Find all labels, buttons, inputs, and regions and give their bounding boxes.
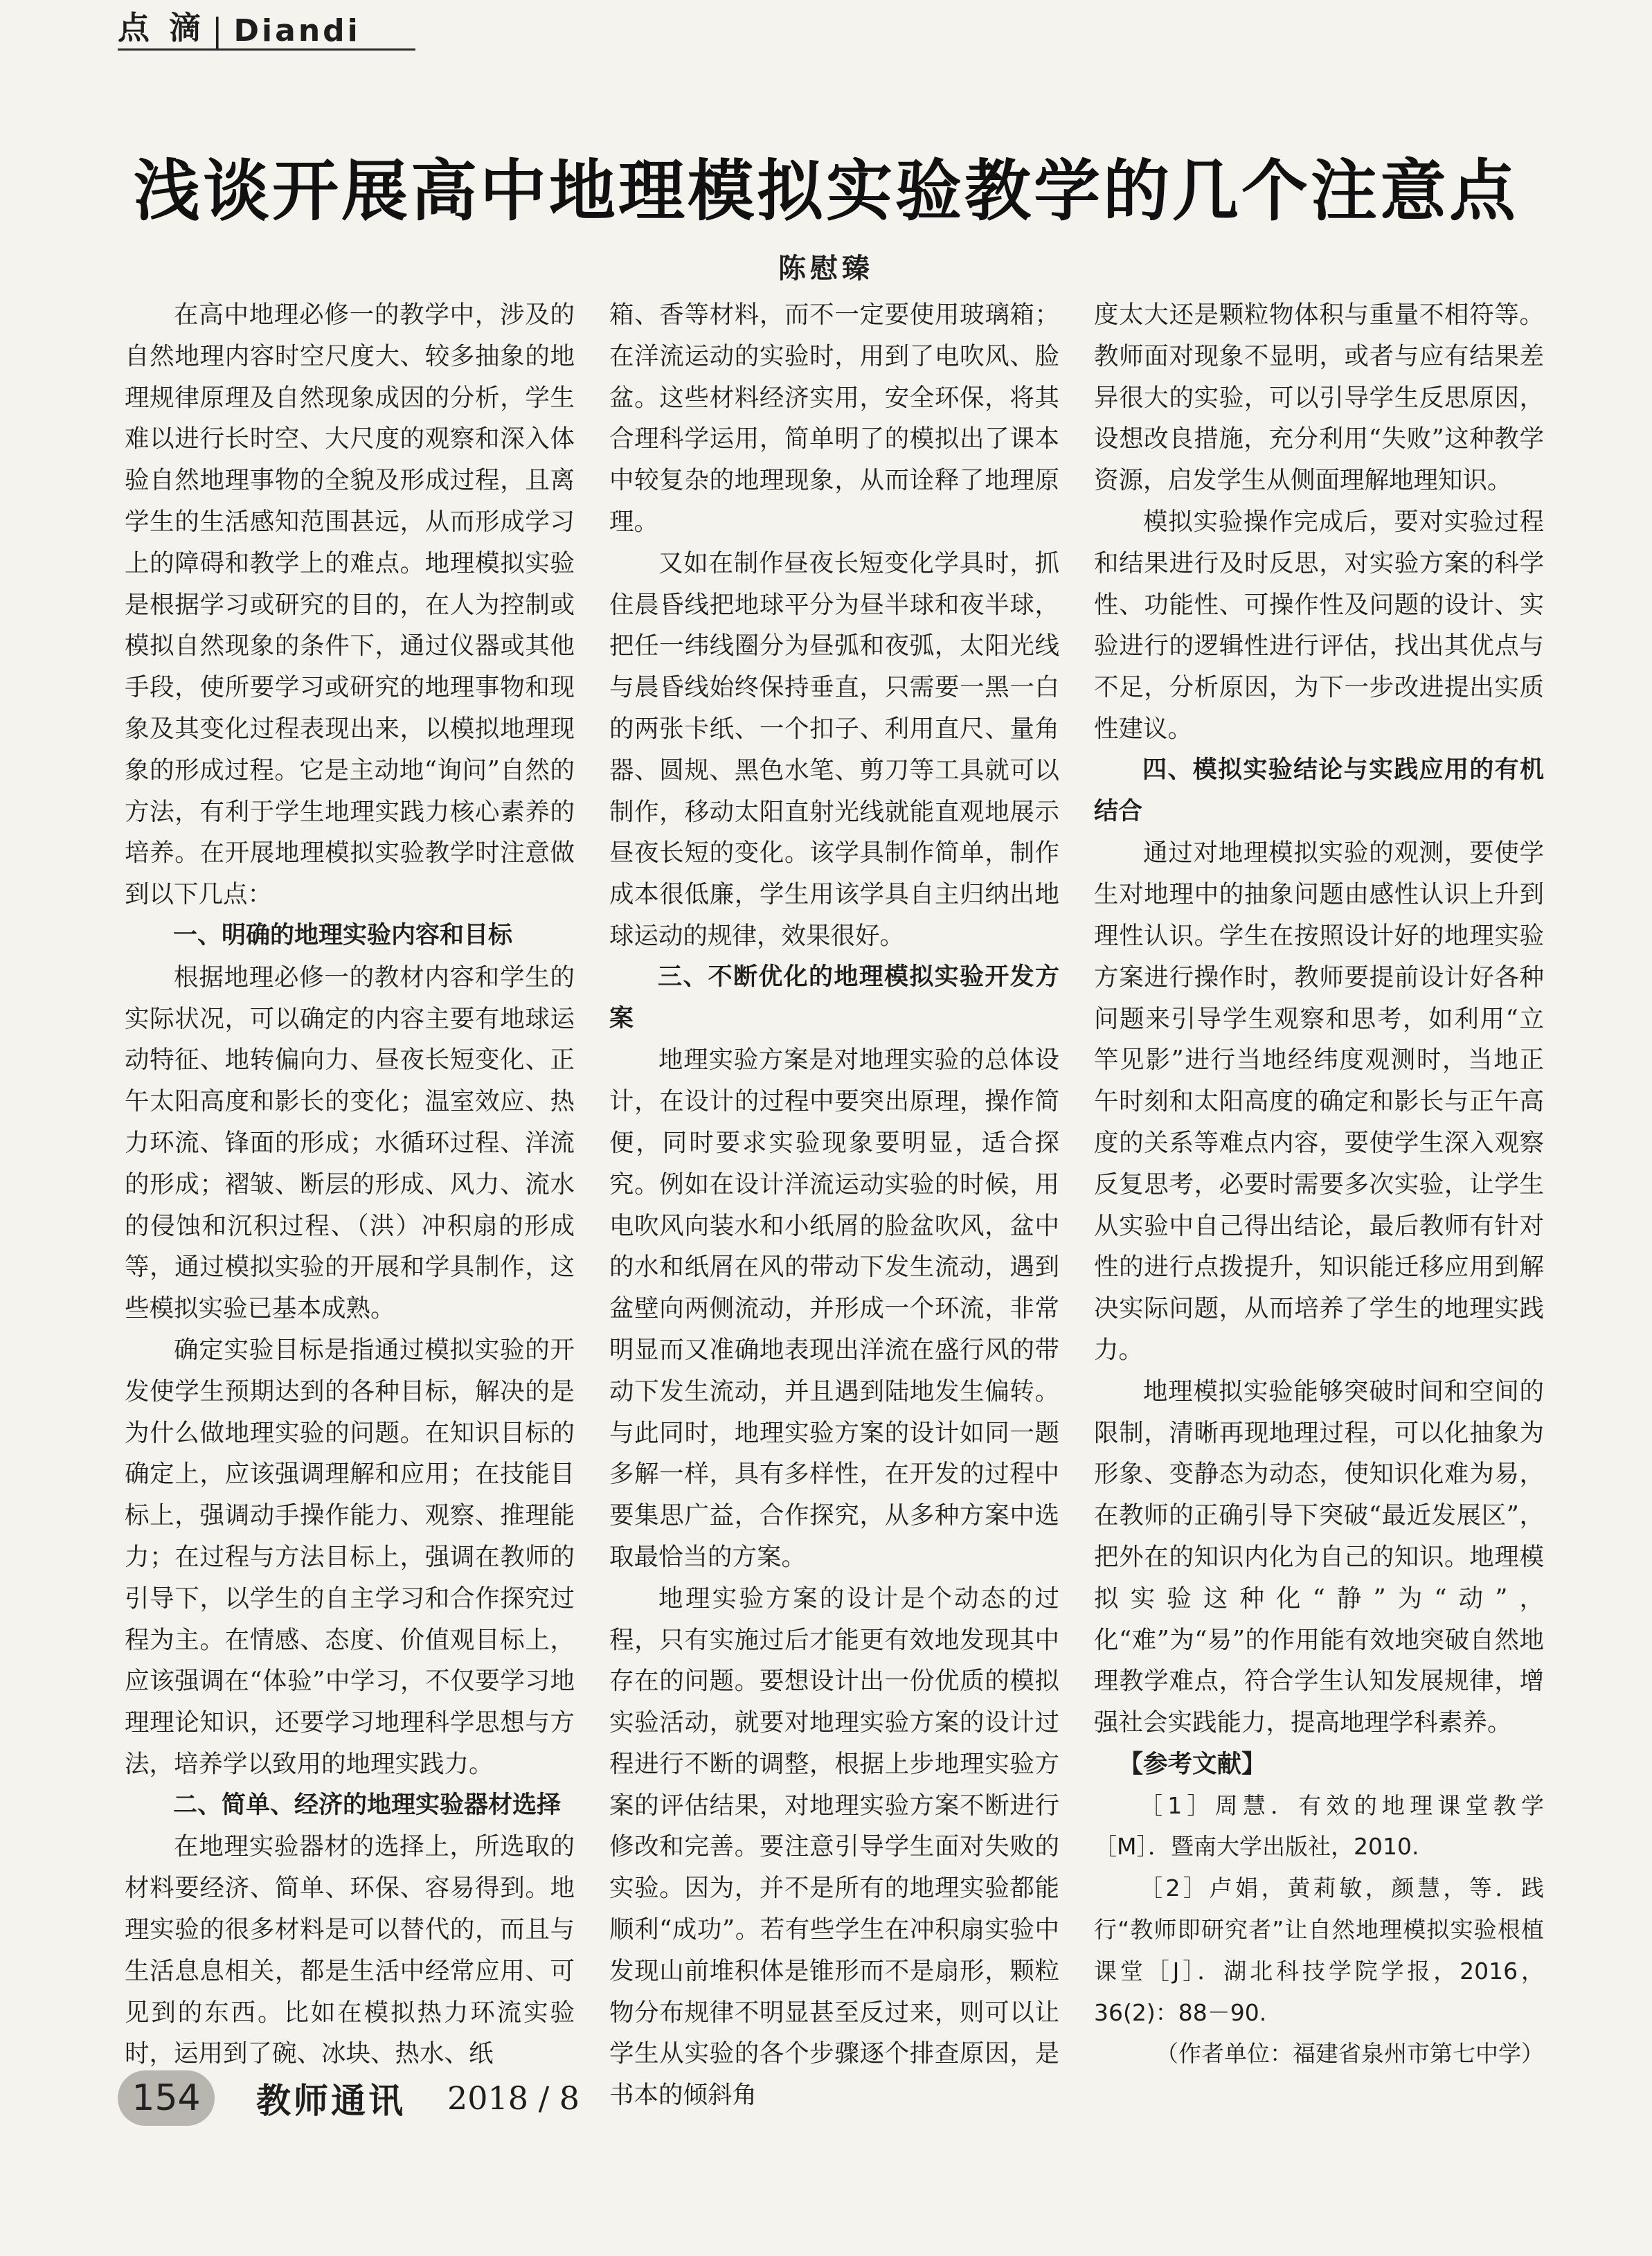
section-heading-3: 三、不断优化的地理模拟实验开发方案 [609,963,1059,1032]
paragraph: 地理实验方案是对地理实验的总体设计，在设计的过程中要突出原理，操作简便，同时要求实验现象要明显，适合探究。例如在设计洋流运动实验的时候，用电吹风向装水和小纸屑的脸盆吹风，盆中的水和纸屑在风的带动下发生流动，遇到盆壁向两侧流动，并形成一个环流，非常明显而又准确地表现出洋流在盛行风的带动下发生流动，并且遇到陆地发生偏转。与此同时，地理实验方案的设计如同一题多解一样，具有多样性，在开发的过程中要集思广益，合作探究，从多种方案中选取最恰当的方案。 [609,1046,1059,1571]
paragraph: 模拟实验操作完成后，要对实验过程和结果进行及时反思，对实验方案的科学性、功能性、可操作性及问题的设计、实验进行的逻辑性进行评估，找出其优点与不足，分析原因，为下一步改进提出实质性建议。 [1094,507,1544,743]
article-title: 浅谈开展高中地理模拟实验教学的几个注意点 [134,152,1518,230]
intro-paragraph: 在高中地理必修一的教学中，涉及的自然地理内容时空尺度大、较多抽象的地理规律原理及自然现象成因的分析，学生难以进行长时空、大尺度的观察和深入体验自然地理事物的全貌及形成过程，且离学生的生活感知范围甚远，从而形成学习上的障碍和教学上的难点。地理模拟实验是根据学习或研究的目的，在人为控制或模拟自然现象的条件下，通过仪器或其他手段，使所要学习或研究的地理事物和现象及其变化过程表现出来，以模拟地理现象的形成过程。它是主动地“询问”自然的方法，有利于学生地理实践力核心素养的培养。在开展地理模拟实验教学时注意做到以下几点： [125,301,575,909]
column-header [118,6,415,51]
section-name-en: Diandi [233,13,361,48]
paragraph: 地理模拟实验能够突破时间和空间的限制，清晰再现地理过程，可以化抽象为形象、变静态为动态，使知识化难为易，在教师的正确引导下突破“最近发展区”，把外在的知识内化为自己的知识。地理模拟实验这种化“静”为“动”，化“难”为“易”的作用能有效地突破自然地理教学难点，符合学生认知发展规律，增强社会实践能力，提高地理学科素养。 [1094,1377,1544,1737]
section-heading-2: 二、简单、经济的地理实验器材选择 [173,1791,562,1819]
paragraph: 确定实验目标是指通过模拟实验的开发使学生预期达到的各种目标，解决的是为什么做地理实验的问题。在知识目标的确定上，应该强调理解和应用；在技能目标上，强调动手操作能力、观察、推理能力；在过程与方法目标上，强调在教师的引导下，以学生的自主学习和合作探究过程为主。在情感、态度、价值观目标上，应该强调在“体验”中学习，不仅要学习地理理论知识，还要学习地理科学思想与方法，培养学以致用的地理实践力。 [125,1335,575,1778]
text-column-3 [1094,294,1544,2075]
paragraph: 在地理实验器材的选择上，所选取的材料要经济、简单、环保、容易得到。地理实验的很多材料是可以替代的，而且与生活息息相关，都是生活中经常应用、可见到的东西。比如在模拟热力环流实验时，运用到了碗、冰块、热水、纸 [125,1832,575,2068]
reference-item: ［2］卢娟，黄莉敏，颜慧，等．践行“教师即研究者”让自然地理模拟实验根植课堂［J］．湖北科技学院学报，2016，36(2)：88－90. [1094,1874,1544,2026]
issue-number: 2018 / 8 [447,2079,580,2117]
references-heading: 【参考文献】 [1118,1749,1266,1778]
paragraph: 箱、香等材料，而不一定要使用玻璃箱；在洋流运动的实验时，用到了电吹风、脸盆。这些材料经济实用，安全环保，将其合理科学运用，简单明了的模拟出了课本中较复杂的地理现象，从而诠释了地理原理。 [609,301,1059,536]
page-number: 154 [118,2070,215,2126]
section-heading-1: 一、明确的地理实验内容和目标 [173,921,513,949]
author-affiliation: （作者单位：福建省泉州市第七中学） [1156,2040,1544,2068]
article-author: 陈慰臻 [778,252,874,285]
paragraph: 通过对地理模拟实验的观测，要使学生对地理中的抽象问题由感性认识上升到理性认识。学生在按照设计好的地理实验方案进行操作时，教师要提前设计好各种问题来引导学生观察和思考，如利用“立竿见影”进行当地经纬度观测时，当地正午时刻和太阳高度的确定和影长与正午高度的关系等难点内容，要使学生深入观察反复思考，必要时需要多次实验，让学生从实验中自己得出结论，最后教师有针对性的进行点拨提升，知识能迁移应用到解决实际问题，从而培养了学生的地理实践力。 [1094,839,1544,1364]
section-heading-4: 四、模拟实验结论与实践应用的有机结合 [1094,755,1544,825]
paragraph: 又如在制作昼夜长短变化学具时，抓住晨昏线把地球平分为昼半球和夜半球，把任一纬线圈分为昼弧和夜弧，太阳光线与晨昏线始终保持垂直，只需要一黑一白的两张卡纸、一个扣子、利用直尺、量角器、圆规、黑色水笔、剪刀等工具就可以制作，移动太阳直射光线就能直观地展示昼夜长短的变化。该学具制作简单，制作成本很低廉，学生用该学具自主归纳出地球运动的规律，效果很好。 [609,548,1059,950]
paragraph: 度太大还是颗粒物体积与重量不相符等。教师面对现象不显明，或者与应有结果差异很大的实验，可以引导学生反思原因，设想改良措施，充分利用“失败”这种教学资源，启发学生从侧面理解地理知识。 [1094,301,1544,495]
paragraph: 根据地理必修一的教材内容和学生的实际状况，可以确定的内容主要有地球运动特征、地转偏向力、昼夜长短变化、正午太阳高度和影长的变化；温室效应、热力环流、锋面的形成；水循环过程、洋流的形成；褶皱、断层的形成、风力、流水的侵蚀和沉积过程、（洪）冲积扇的形成等，通过模拟实验的开展和学具制作，这些模拟实验已基本成熟。 [125,963,575,1323]
header-separator: | [212,11,227,48]
page-footer [118,2070,580,2126]
text-column-2 [609,294,1059,2116]
reference-item: ［1］周慧．有效的地理课堂教学［M］．暨南大学出版社，2010. [1094,1791,1544,1861]
section-name-cn: 点 滴 [118,9,206,46]
journal-name: 教师通讯 [256,2080,406,2121]
paragraph: 地理实验方案的设计是个动态的过程，只有实施过后才能更有效地发现其中存在的问题。要想设计出一份优质的模拟实验活动，就要对地理实验方案的设计过程进行不断的调整，根据上步地理实验方案的评估结果，对地理实验方案不断进行修改和完善。要注意引导学生面对失败的实验。因为，并不是所有的地理实验都能顺利“成功”。若有些学生在冲积扇实验中发现山前堆积体是锥形而不是扇形，颗粒物分布规律不明显甚至反过来，则可以让学生从实验的各个步骤逐个排查原因，是书本的倾斜角 [609,1584,1059,2110]
text-column-1 [125,294,575,2075]
